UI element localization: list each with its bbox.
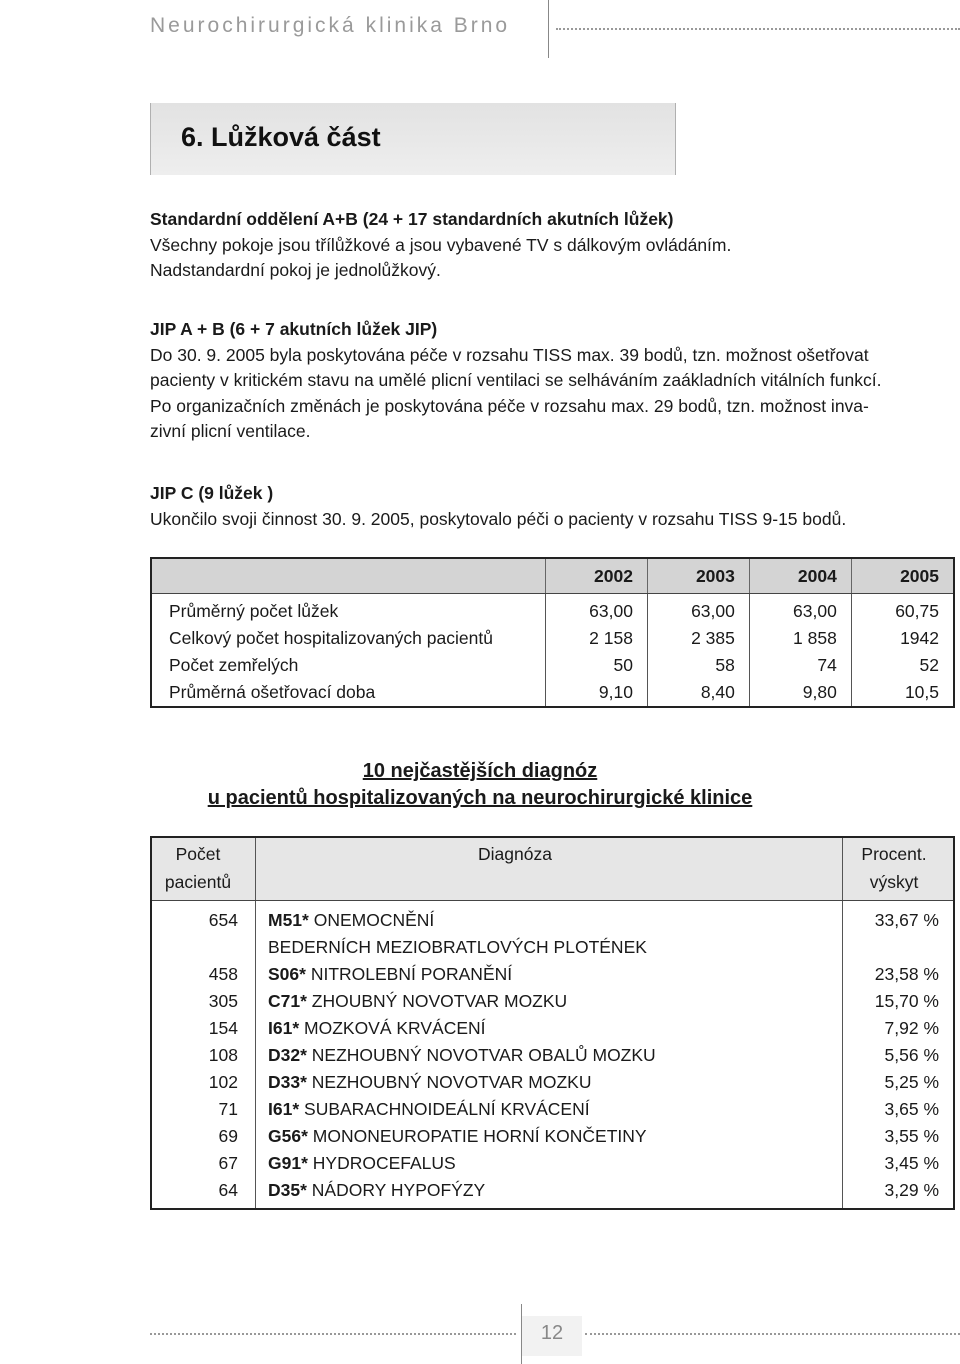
diagnosis-percent: 23,58 % bbox=[843, 961, 955, 988]
diagnosis-percent: 3,29 % bbox=[843, 1177, 955, 1209]
diagnosis-name: MOZKOVÁ KRVÁCENÍ bbox=[304, 1018, 486, 1038]
diagnosis-name: ONEMOCNĚNÍ bbox=[313, 910, 435, 930]
diagnosis-code: I61* bbox=[268, 1018, 300, 1038]
block-line: Ukončilo svoji činnost 30. 9. 2005, poskytovalo péči o pacienty v rozsahu TISS 9-15 bodů. bbox=[150, 508, 847, 529]
diagnosis-code: D35* bbox=[268, 1180, 307, 1200]
diagnosis-code: S06* bbox=[268, 964, 306, 984]
diagnosis-row bbox=[151, 1150, 954, 1177]
stats-table bbox=[150, 557, 955, 708]
diagnosis-cell bbox=[256, 1123, 843, 1150]
block-jip-c bbox=[150, 481, 950, 532]
header-dotted-rule bbox=[556, 28, 960, 30]
stats-row bbox=[151, 679, 954, 707]
diagnosis-count: 654 bbox=[151, 901, 256, 962]
stats-year-header: 2003 bbox=[647, 558, 749, 594]
diagnosis-count: 458 bbox=[151, 961, 256, 988]
stats-header-row bbox=[151, 558, 954, 594]
diagnosis-percent: 3,55 % bbox=[843, 1123, 955, 1150]
stats-cell: 1 858 bbox=[749, 625, 851, 652]
diagnosis-name-continued: BEDERNÍCH MEZIOBRATLOVÝCH PLOTÉNEK bbox=[268, 937, 647, 957]
stats-header-blank bbox=[151, 558, 546, 594]
diagnosis-percent: 3,45 % bbox=[843, 1150, 955, 1177]
header-title: Neurochirurgická klinika Brno bbox=[150, 14, 511, 37]
header-diagnosis: Diagnóza bbox=[256, 837, 843, 901]
block-line: pacienty v kritickém stavu na umělé plicní ventilaci se selháváním zaákladních vitálních funkcí. bbox=[150, 370, 882, 390]
stats-cell: 2 385 bbox=[647, 625, 749, 652]
diagnosis-count: 154 bbox=[151, 1015, 256, 1042]
diagnosis-cell bbox=[256, 1042, 843, 1069]
stats-year-header: 2004 bbox=[749, 558, 851, 594]
stats-year-header: 2002 bbox=[546, 558, 648, 594]
stats-row-label: Průměrná ošetřovací doba bbox=[151, 679, 546, 707]
block-jip-ab bbox=[150, 317, 950, 445]
diagnosis-percent: 5,56 % bbox=[843, 1042, 955, 1069]
diagnosis-cell bbox=[256, 1096, 843, 1123]
stats-row-label: Průměrný počet lůžek bbox=[151, 594, 546, 626]
diagnosis-count: 102 bbox=[151, 1069, 256, 1096]
diagnosis-row bbox=[151, 1177, 954, 1209]
diagnosis-count: 108 bbox=[151, 1042, 256, 1069]
stats-cell: 58 bbox=[647, 652, 749, 679]
diagnosis-name: NEZHOUBNÝ NOVOTVAR OBALŮ MOZKU bbox=[311, 1045, 656, 1065]
stats-cell: 52 bbox=[851, 652, 954, 679]
stats-row bbox=[151, 594, 954, 626]
footer-dotted-rule-right bbox=[585, 1333, 960, 1335]
header-percent bbox=[843, 837, 955, 901]
diagnosis-cell bbox=[256, 901, 843, 962]
diagnosis-code: M51* bbox=[268, 910, 309, 930]
stats-cell: 74 bbox=[749, 652, 851, 679]
diagnosis-row bbox=[151, 1123, 954, 1150]
diagnosis-count: 71 bbox=[151, 1096, 256, 1123]
page-number: 12 bbox=[540, 1322, 564, 1344]
stats-cell: 2 158 bbox=[546, 625, 648, 652]
diagnoses-table bbox=[150, 836, 955, 1210]
diagnosis-row bbox=[151, 988, 954, 1015]
diagnosis-row bbox=[151, 901, 954, 962]
diagnosis-code: C71* bbox=[268, 991, 307, 1011]
diagnosis-code: I61* bbox=[268, 1099, 300, 1119]
block-standard-ward bbox=[150, 207, 950, 284]
block-heading: Standardní oddělení A+B (24 + 17 standardních akutních lůžek) bbox=[150, 209, 674, 229]
stats-cell: 63,00 bbox=[546, 594, 648, 626]
diagnosis-percent: 7,92 % bbox=[843, 1015, 955, 1042]
diagnosis-name: MONONEUROPATIE HORNÍ KONČETINY bbox=[312, 1126, 647, 1146]
diagnosis-code: D33* bbox=[268, 1072, 307, 1092]
stats-row bbox=[151, 625, 954, 652]
diagnosis-name: NÁDORY HYPOFÝZY bbox=[311, 1180, 486, 1200]
diagnosis-count: 67 bbox=[151, 1150, 256, 1177]
diagnosis-row bbox=[151, 961, 954, 988]
diagnosis-cell bbox=[256, 1069, 843, 1096]
header-count-line: pacientů bbox=[164, 872, 232, 892]
diagnosis-cell bbox=[256, 1150, 843, 1177]
diagnosis-percent: 15,70 % bbox=[843, 988, 955, 1015]
diagnosis-cell bbox=[256, 1177, 843, 1209]
header-percent-line: výskyt bbox=[869, 872, 919, 892]
diagnosis-name: HYDROCEFALUS bbox=[312, 1153, 456, 1173]
diagnosis-cell bbox=[256, 1015, 843, 1042]
diagnosis-count: 305 bbox=[151, 988, 256, 1015]
header-divider bbox=[548, 0, 549, 58]
block-line: Všechny pokoje jsou třílůžkové a jsou vybavené TV s dálkovým ovládáním. bbox=[150, 234, 732, 255]
diagnoses-header-row bbox=[151, 837, 954, 901]
header-percent-line: Procent. bbox=[861, 844, 927, 864]
stats-cell: 60,75 bbox=[851, 594, 954, 626]
stats-cell: 9,10 bbox=[546, 679, 648, 707]
diagnosis-row bbox=[151, 1069, 954, 1096]
diagnosis-cell bbox=[256, 961, 843, 988]
diagnosis-row bbox=[151, 1096, 954, 1123]
diagnosis-code: D32* bbox=[268, 1045, 307, 1065]
header-count bbox=[151, 837, 256, 901]
diagnosis-name: NEZHOUBNÝ NOVOTVAR MOZKU bbox=[311, 1072, 592, 1092]
stats-cell: 10,5 bbox=[851, 679, 954, 707]
diagnosis-count: 64 bbox=[151, 1177, 256, 1209]
block-line: Do 30. 9. 2005 byla poskytována péče v rozsahu TISS max. 39 bodů, tzn. možnost ošetřovat bbox=[150, 344, 869, 365]
stats-row-label: Celkový počet hospitalizovaných pacientů bbox=[151, 625, 546, 652]
diagnoses-heading bbox=[150, 758, 810, 812]
stats-year-header: 2005 bbox=[851, 558, 954, 594]
diagnosis-percent: 33,67 % bbox=[843, 901, 955, 962]
diagnosis-code: G56* bbox=[268, 1126, 308, 1146]
diagnosis-row bbox=[151, 1042, 954, 1069]
section-title: 6. Lůžková část bbox=[181, 122, 381, 152]
stats-cell: 63,00 bbox=[749, 594, 851, 626]
stats-row bbox=[151, 652, 954, 679]
diagnosis-count: 69 bbox=[151, 1123, 256, 1150]
diagnosis-percent: 5,25 % bbox=[843, 1069, 955, 1096]
stats-cell: 63,00 bbox=[647, 594, 749, 626]
diagnosis-name: SUBARACHNOIDEÁLNÍ KRVÁCENÍ bbox=[304, 1099, 590, 1119]
stats-row-label: Počet zemřelých bbox=[151, 652, 546, 679]
footer-dotted-rule-left bbox=[150, 1333, 516, 1335]
diagnosis-percent: 3,65 % bbox=[843, 1096, 955, 1123]
stats-cell: 9,80 bbox=[749, 679, 851, 707]
block-heading: JIP C (9 lůžek ) bbox=[150, 483, 274, 503]
block-line: Po organizačních změnách je poskytována péče v rozsahu max. 29 bodů, tzn. možnost inva- bbox=[150, 395, 869, 416]
block-line: zivní plicní ventilace. bbox=[150, 421, 311, 441]
stats-cell: 50 bbox=[546, 652, 648, 679]
diagnoses-heading-line: u pacientů hospitalizovaných na neurochirurgické klinice bbox=[207, 787, 753, 809]
diagnosis-cell bbox=[256, 988, 843, 1015]
diagnoses-heading-line: 10 nejčastějších diagnóz bbox=[362, 760, 598, 782]
stats-cell: 8,40 bbox=[647, 679, 749, 707]
diagnosis-row bbox=[151, 1015, 954, 1042]
section-heading-box bbox=[150, 103, 676, 175]
diagnosis-code: G91* bbox=[268, 1153, 308, 1173]
stats-cell: 1942 bbox=[851, 625, 954, 652]
diagnosis-name: ZHOUBNÝ NOVOTVAR MOZKU bbox=[311, 991, 568, 1011]
block-line: Nadstandardní pokoj je jednolůžkový. bbox=[150, 260, 441, 280]
header-count-line: Počet bbox=[175, 844, 221, 864]
block-heading: JIP A + B (6 + 7 akutních lůžek JIP) bbox=[150, 319, 438, 339]
diagnosis-name: NITROLEBNÍ PORANĚNÍ bbox=[310, 964, 513, 984]
